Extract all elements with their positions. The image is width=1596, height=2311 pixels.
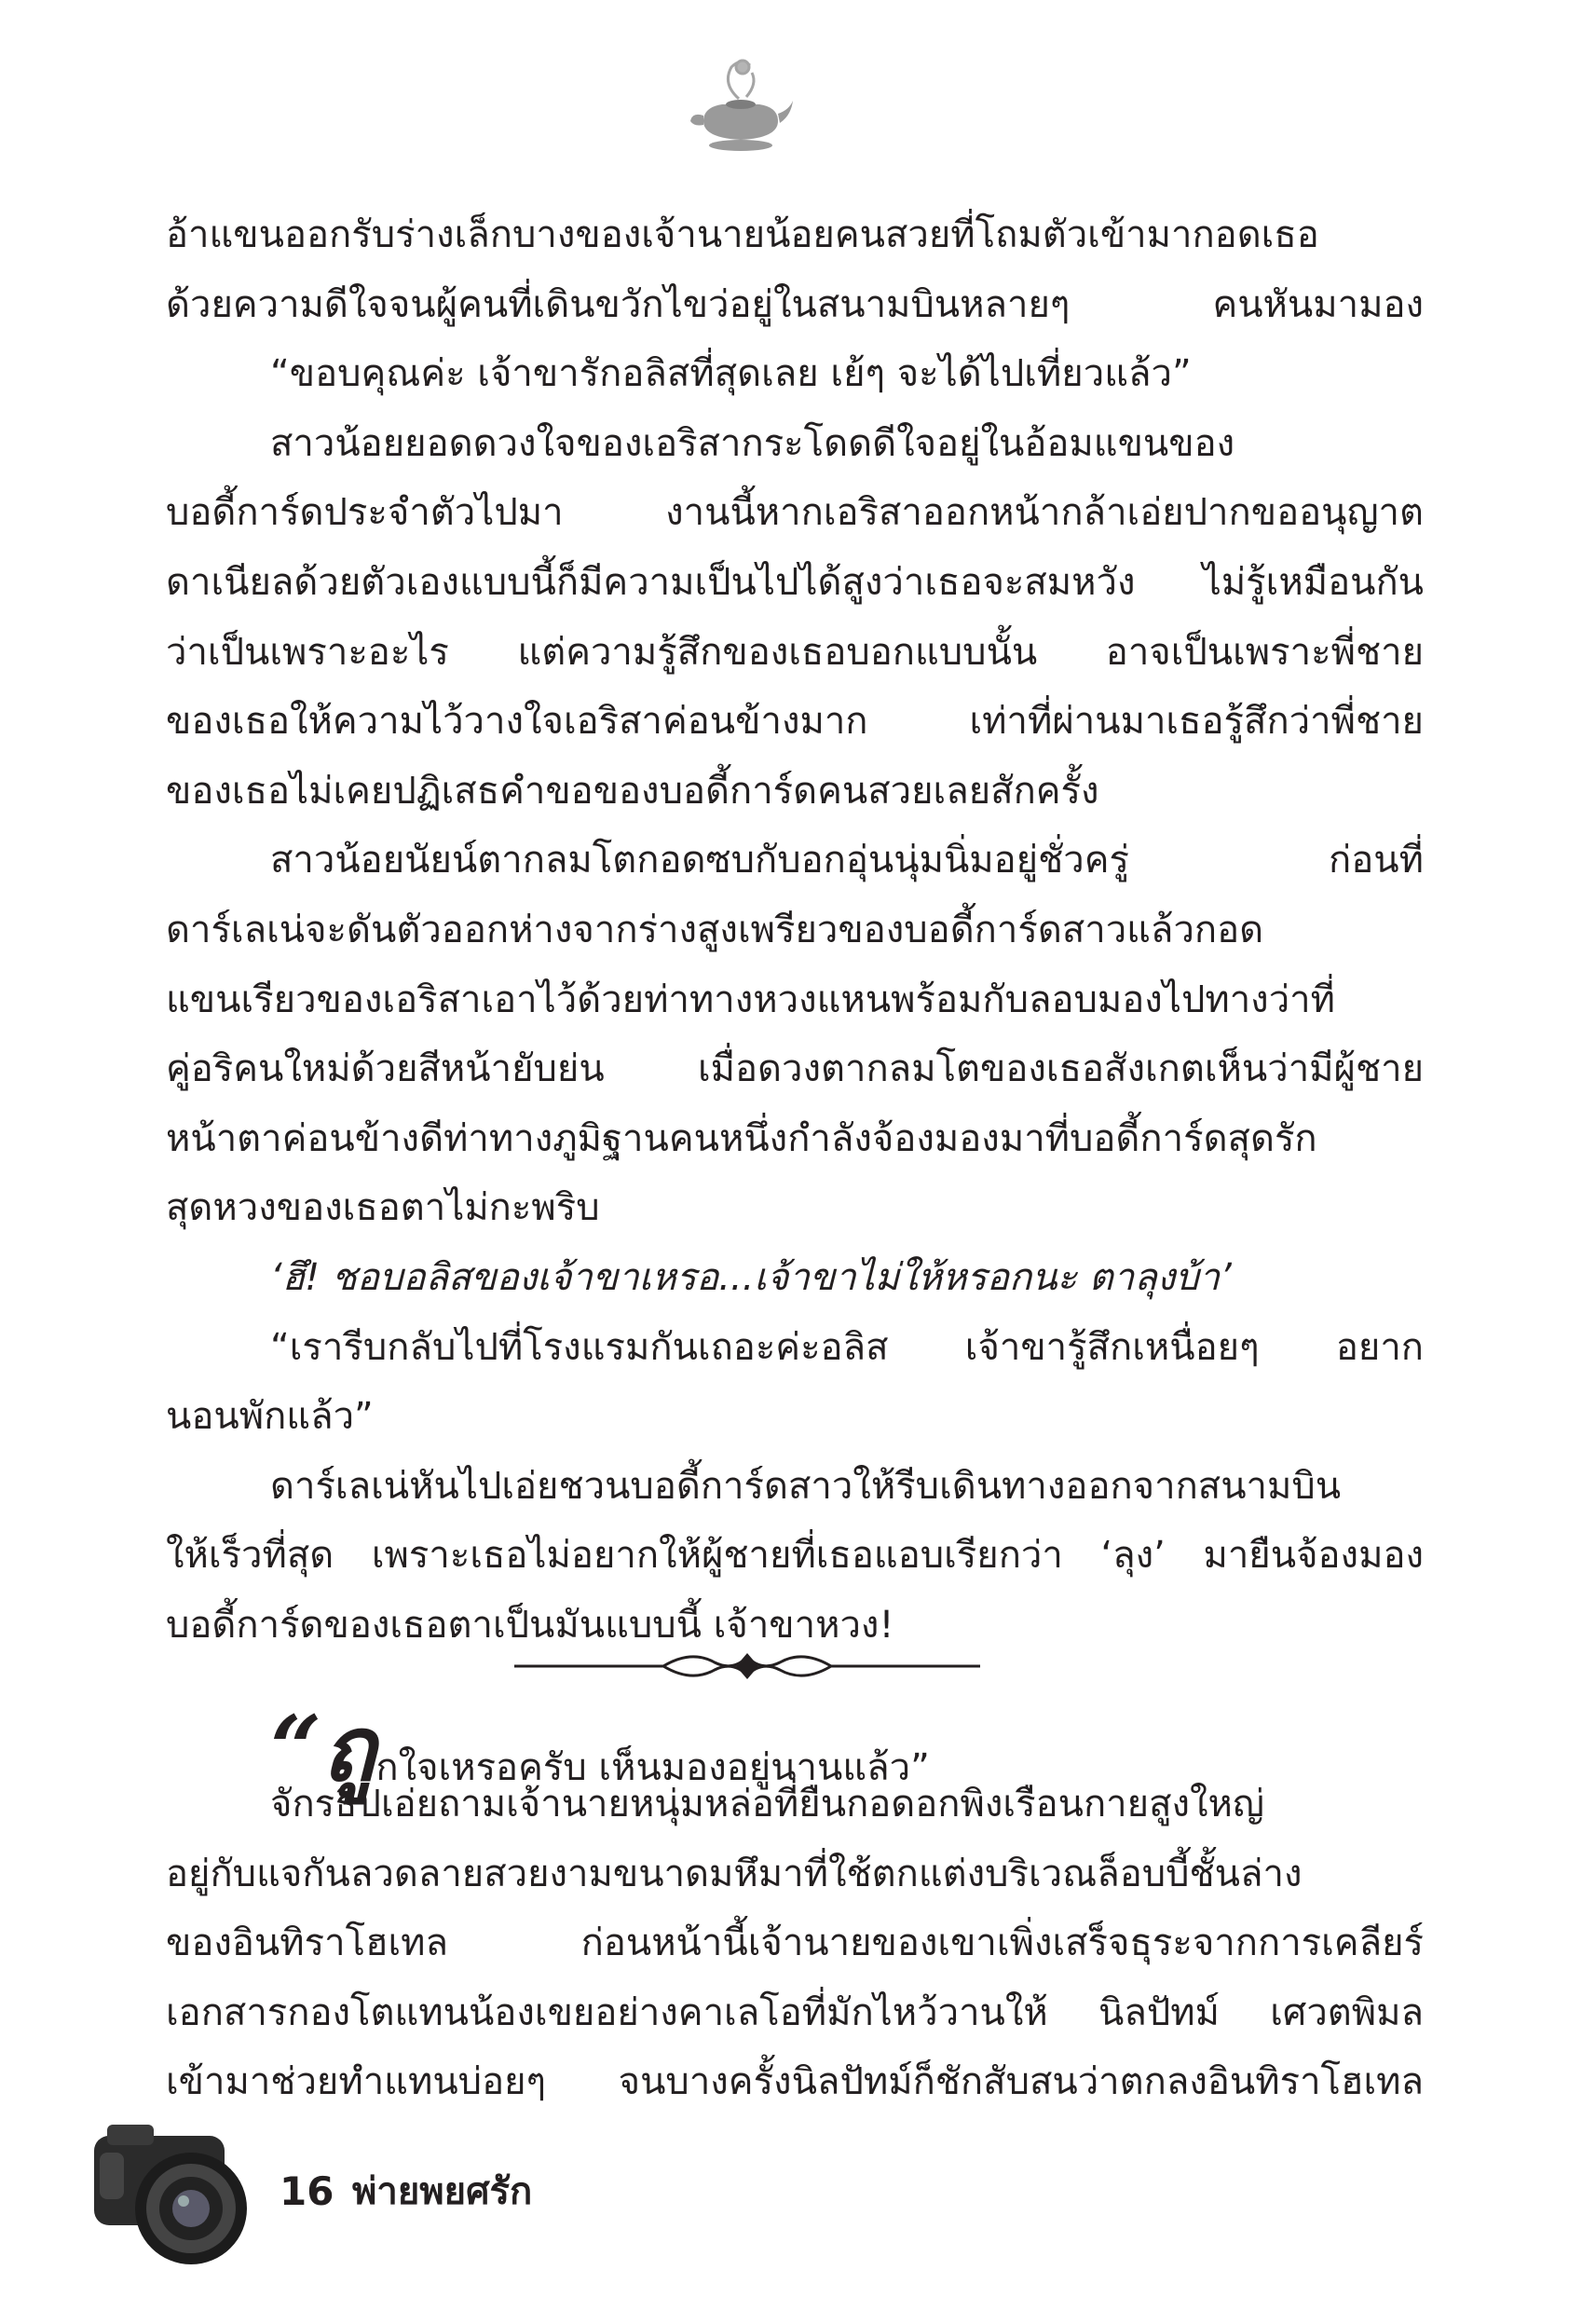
dropcap-rest-text: กใจเหรอครับ เห็นมองอยู่นานแล้ว” bbox=[375, 1746, 930, 1789]
text-line: ‘ฮึ! ชอบอลิสของเจ้าขาเหรอ...เจ้าขาไม่ให้หรอกนะ ตาลุงบ้า’ bbox=[270, 1256, 1232, 1299]
text-line: ให้เร็วที่สุด เพราะเธอไม่อยากให้ผู้ชายที่เธอแอบเรียกว่า ‘ลุง’ มายืนจ้องมอง bbox=[166, 1534, 1424, 1578]
text-line: “เรารีบกลับไปที่โรงแรมกันเถอะค่ะอลิส เจ้าขารู้สึกเหนื่อยๆ อยาก bbox=[270, 1325, 1424, 1369]
text-line: ดาร์เลเน่จะดันตัวออกห่างจากร่างสูงเพรียวของบอดี้การ์ดสาวแล้วกอด bbox=[166, 909, 1264, 951]
camera-icon bbox=[89, 2115, 256, 2269]
page-number: 16 bbox=[280, 2168, 334, 2214]
text-line: ของเธอไม่เคยปฏิเสธคำขอของบอดี้การ์ดคนสวยเลยสักครั้ง bbox=[166, 769, 1099, 813]
text-line: ด้วยความดีใจจนผู้คนที่เดินขวักไขว่อยู่ในสนามบินหลายๆ คนหันมามอง bbox=[166, 282, 1424, 326]
text-line: อยู่กับแจกันลวดลายสวยงามขนาดมหึมาที่ใช้ตกแต่งบริเวณล็อบบี้ชั้นล่าง bbox=[166, 1852, 1303, 1895]
text-line: บอดี้การ์ดของเธอตาเป็นมันแบบนี้ เจ้าขาหวง! bbox=[166, 1604, 894, 1647]
text-line: คู่อริคนใหม่ด้วยสีหน้ายับย่น เมื่อดวงตากลมโตของเธอสังเกตเห็นว่ามีผู้ชาย bbox=[166, 1047, 1424, 1091]
text-line: หน้าตาค่อนข้างดีท่าทางภูมิฐานคนหนึ่งกำลังจ้องมองมาที่บอดี้การ์ดสุดรัก bbox=[166, 1116, 1317, 1160]
text-line: บอดี้การ์ดประจำตัวไปมา งานนี้หากเอริสาออกหน้ากล้าเอ่ยปากขออนุญาต bbox=[166, 491, 1424, 535]
text-line: เอกสารกองโตแทนน้องเขยอย่างคาเลโอที่มักไหว้วานให้ นิลปัทม์ เศวตพิมล bbox=[166, 1990, 1424, 2034]
text-line: ดาเนียลด้วยตัวเองแบบนี้ก็มีความเป็นไปได้สูงว่าเธอจะสมหวัง ไม่รู้เหมือนกัน bbox=[166, 561, 1424, 604]
text-line: อ้าแขนออกรับร่างเล็กบางของเจ้านายน้อยคนสวยที่โถมตัวเข้ามากอดเธอ bbox=[166, 213, 1319, 256]
teapot-ornament-icon bbox=[685, 56, 797, 158]
text-line: สาวน้อยยอดดวงใจของเอริสากระโดดดีใจอยู่ในอ้อมแขนของ bbox=[270, 421, 1235, 465]
text-line: “ขอบคุณค่ะ เจ้าขารักอลิสที่สุดเลย เย้ๆ จะได้ไปเที่ยวแล้ว” bbox=[270, 352, 1192, 396]
book-title: พ่ายพยศรัก bbox=[352, 2170, 533, 2213]
text-line: ของอินทิราโฮเทล ก่อนหน้านี้เจ้านายของเขาเพิ่งเสร็จธุระจากการเคลียร์ bbox=[166, 1921, 1424, 1965]
text-line: เข้ามาช่วยทำแทนบ่อยๆ จนบางครั้งนิลปัทม์ก็ชักสับสนว่าตกลงอินทิราโฮเทล bbox=[166, 2060, 1424, 2104]
text-line: แขนเรียวของเอริสาเอาไว้ด้วยท่าทางหวงแหนพร้อมกับลอบมองไปทางว่าที่ bbox=[166, 978, 1335, 1021]
text-line: นอนพักแล้ว” bbox=[166, 1395, 374, 1439]
text-line: สาวน้อยนัยน์ตากลมโตกอดซบกับอกอุ่นนุ่มนิ่มอยู่ชั่วครู่ ก่อนที่ bbox=[270, 839, 1424, 882]
text-line: สุดหวงของเธอตาไม่กะพริบ bbox=[166, 1186, 600, 1230]
section-divider-icon bbox=[514, 1640, 980, 1692]
text-line: ว่าเป็นเพราะอะไร แต่ความรู้สึกของเธอบอกแบบนั้น อาจเป็นเพราะพี่ชาย bbox=[166, 630, 1424, 674]
text-line: จักรธิปเอ่ยถามเจ้านายหนุ่มหล่อที่ยืนกอดอกพิงเรือนกายสูงใหญ่ bbox=[270, 1783, 1264, 1826]
dropcap-letter: “ถู bbox=[270, 1696, 376, 1801]
text-line: ดาร์เลเน่หันไปเอ่ยชวนบอดี้การ์ดสาวให้รีบเดินทางออกจากสนามบิน bbox=[270, 1464, 1342, 1508]
text-line: ของเธอให้ความไว้วางใจเอริสาค่อนข้างมาก เท่าที่ผ่านมาเธอรู้สึกว่าพี่ชาย bbox=[166, 700, 1424, 744]
